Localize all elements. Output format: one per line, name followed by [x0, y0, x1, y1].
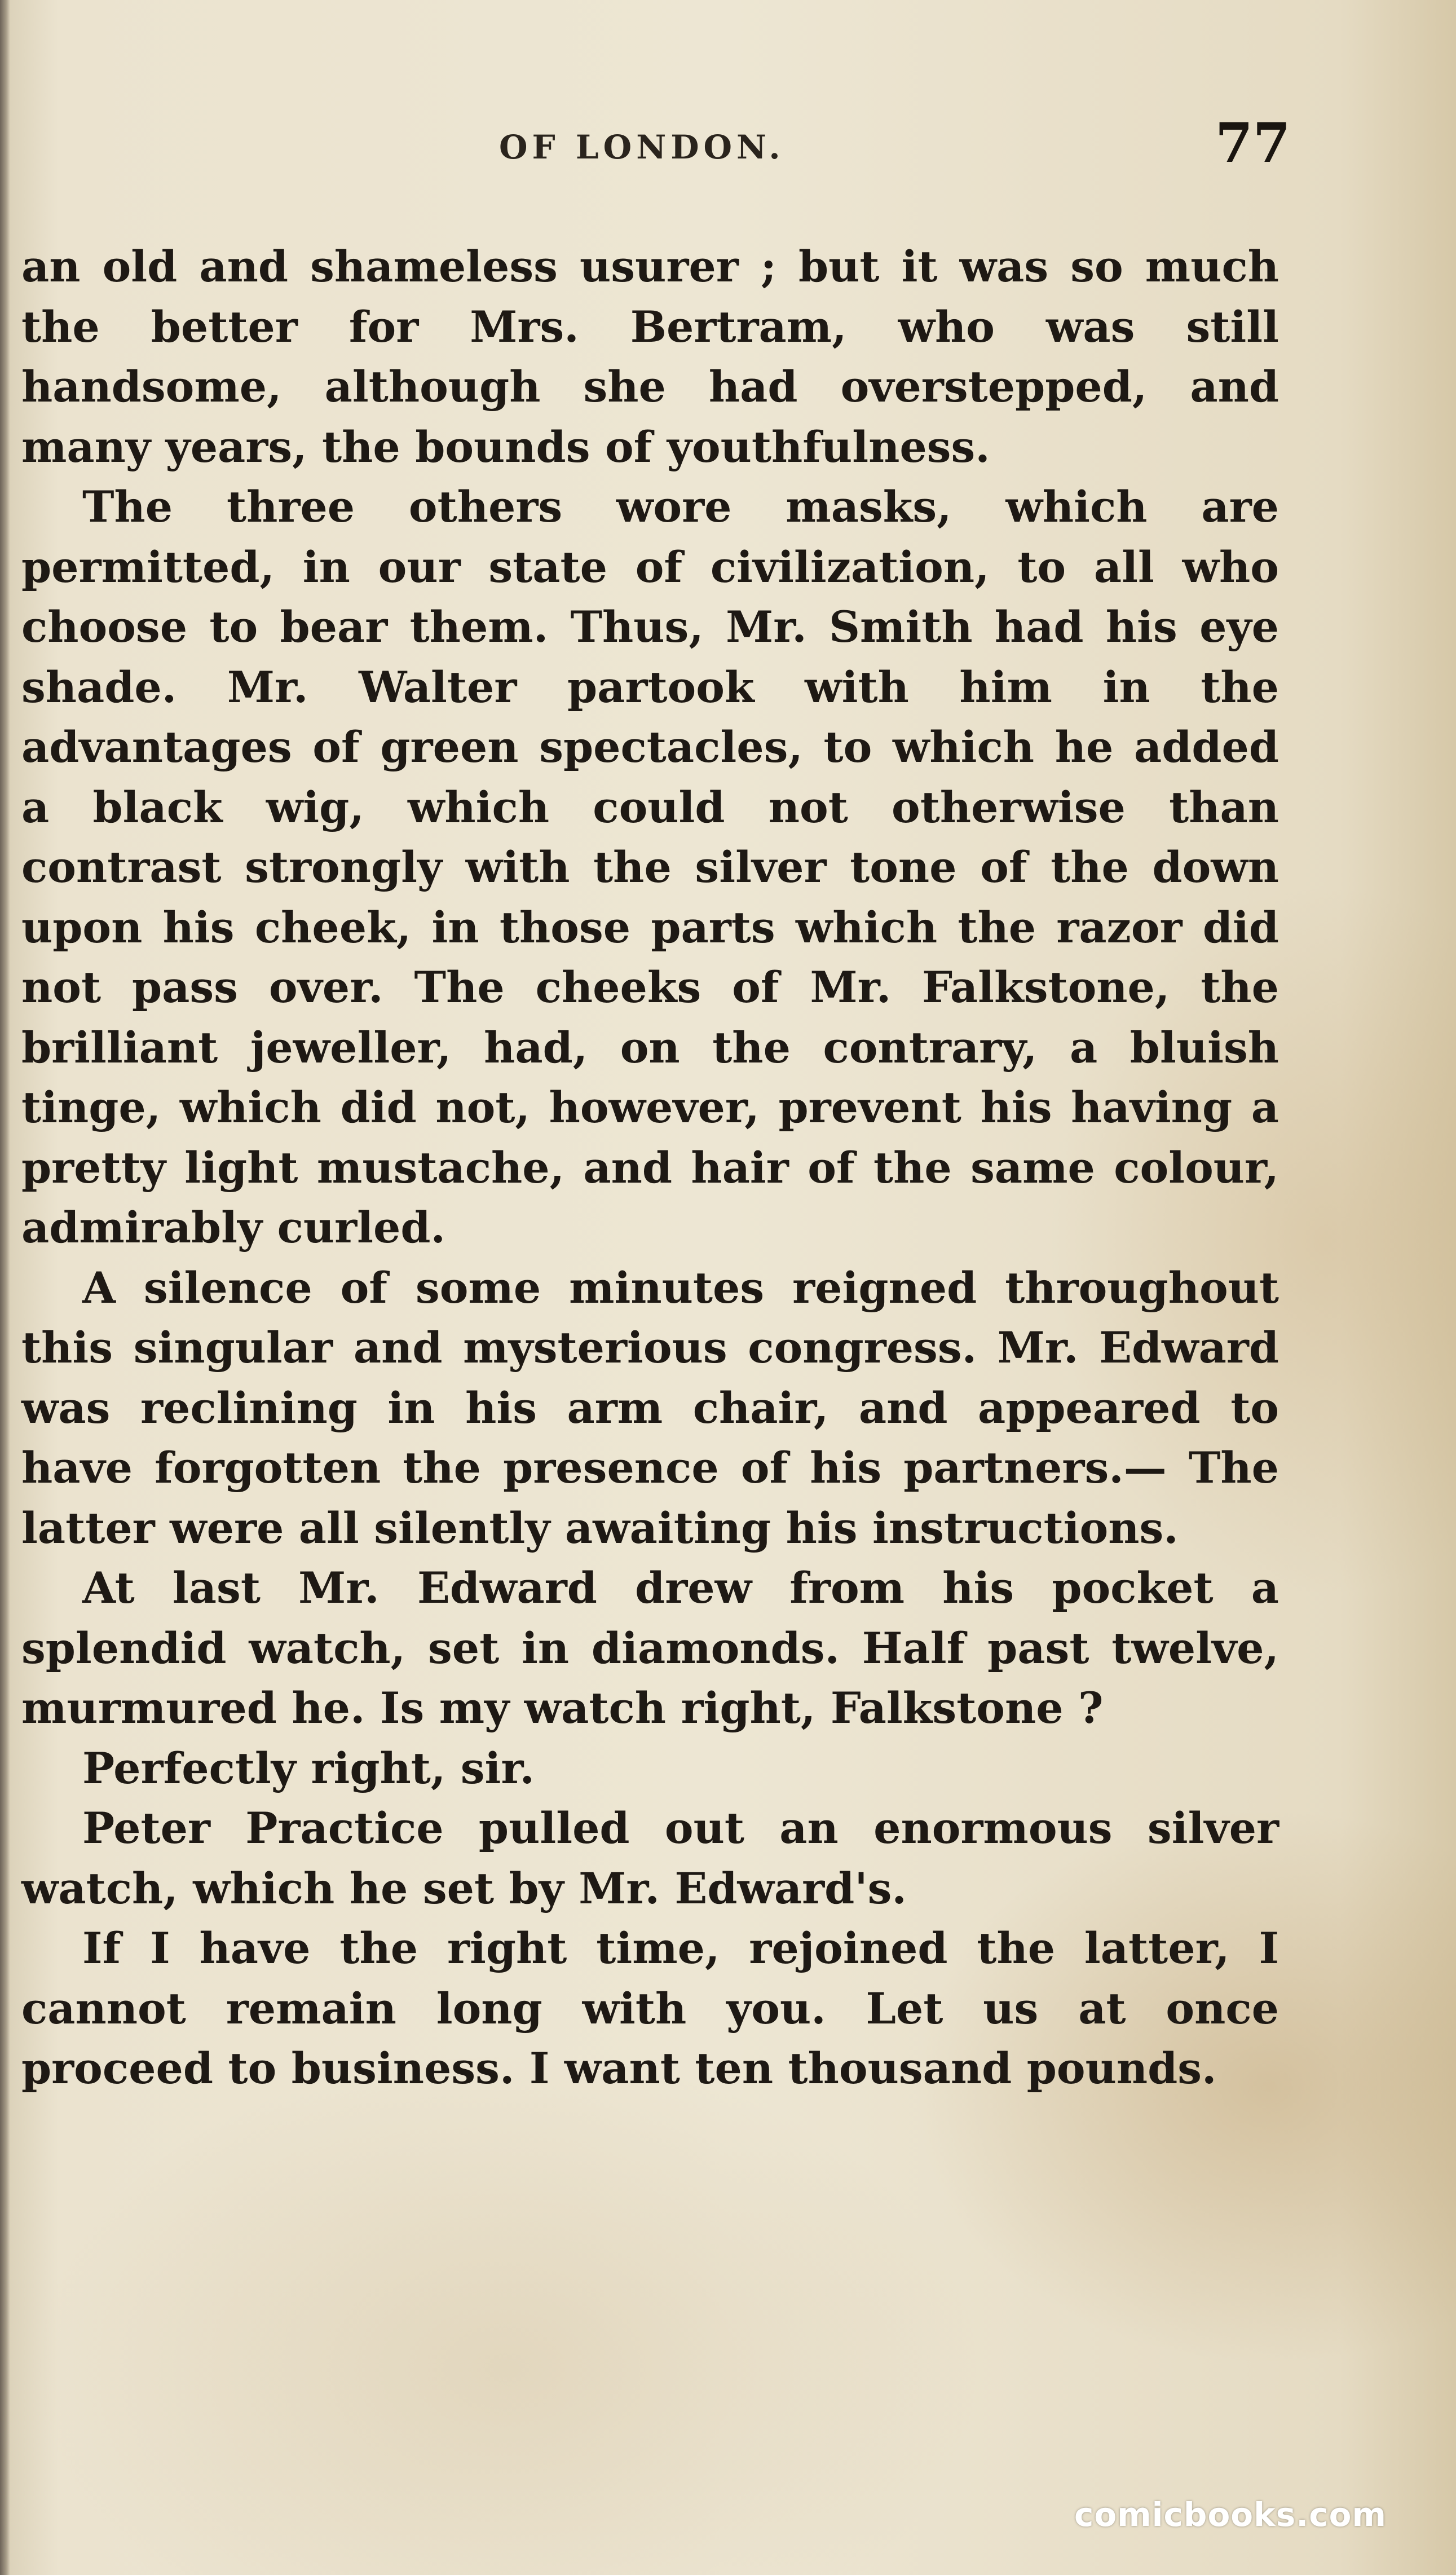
paragraph-business: If I have the right time, rejoined the latter, I cannot remain long with you. Let us at once proceed to business. I want ten thousand pounds. [21, 1923, 1279, 2093]
paragraph-masks: The three others wore masks, which are permitted, in our state of civilization, to all who choose to bear them. Thus, Mr. Smith had his eye shade. Mr. Walter partook with him in the advantages of green spectacles, to which he added a black wig, which could not otherwise than contrast strongly with the silver tone of the down upon his cheek, in those parts which the razor did not pass over. The cheeks of Mr. Falkstone, the brilliant jeweller, had, on the contrary, a bluish tinge, which did not, however, prevent his having a pretty light mustache, and hair of the same colour, admirably curled. [21, 482, 1279, 1253]
running-title: OF LONDON. [499, 128, 785, 166]
paragraph-watch: At last Mr. Edward drew from his pocket a splendid watch, set in diamonds. Half past twelve, murmured he. Is my watch right, Falkstone ? [21, 1563, 1279, 1733]
body-text [21, 237, 1279, 2099]
watermark: comicbooks.com [1074, 2495, 1387, 2534]
paragraph-reply: Perfectly right, sir. [82, 1743, 535, 1793]
page-number: 77 [1215, 111, 1291, 175]
running-head [0, 111, 1456, 178]
paragraph-continued: an old and shameless usurer ; but it was so much the better for Mrs. Bertram, who was still handsome, although she had overstepped, and many years, the bounds of youthfulness. [21, 241, 1279, 472]
paragraph-silence: A silence of some minutes reigned throughout this singular and mysterious congress. Mr. Edward was reclining in his arm chair, and appeared to have forgotten the presence of his partners.— The latter were all silently awaiting his instructions. [21, 1262, 1279, 1553]
paragraph-peter-practice: Peter Practice pulled out an enormous silver watch, which he set by Mr. Edward's. [21, 1803, 1279, 1913]
page-gutter-edge [0, 0, 10, 2575]
